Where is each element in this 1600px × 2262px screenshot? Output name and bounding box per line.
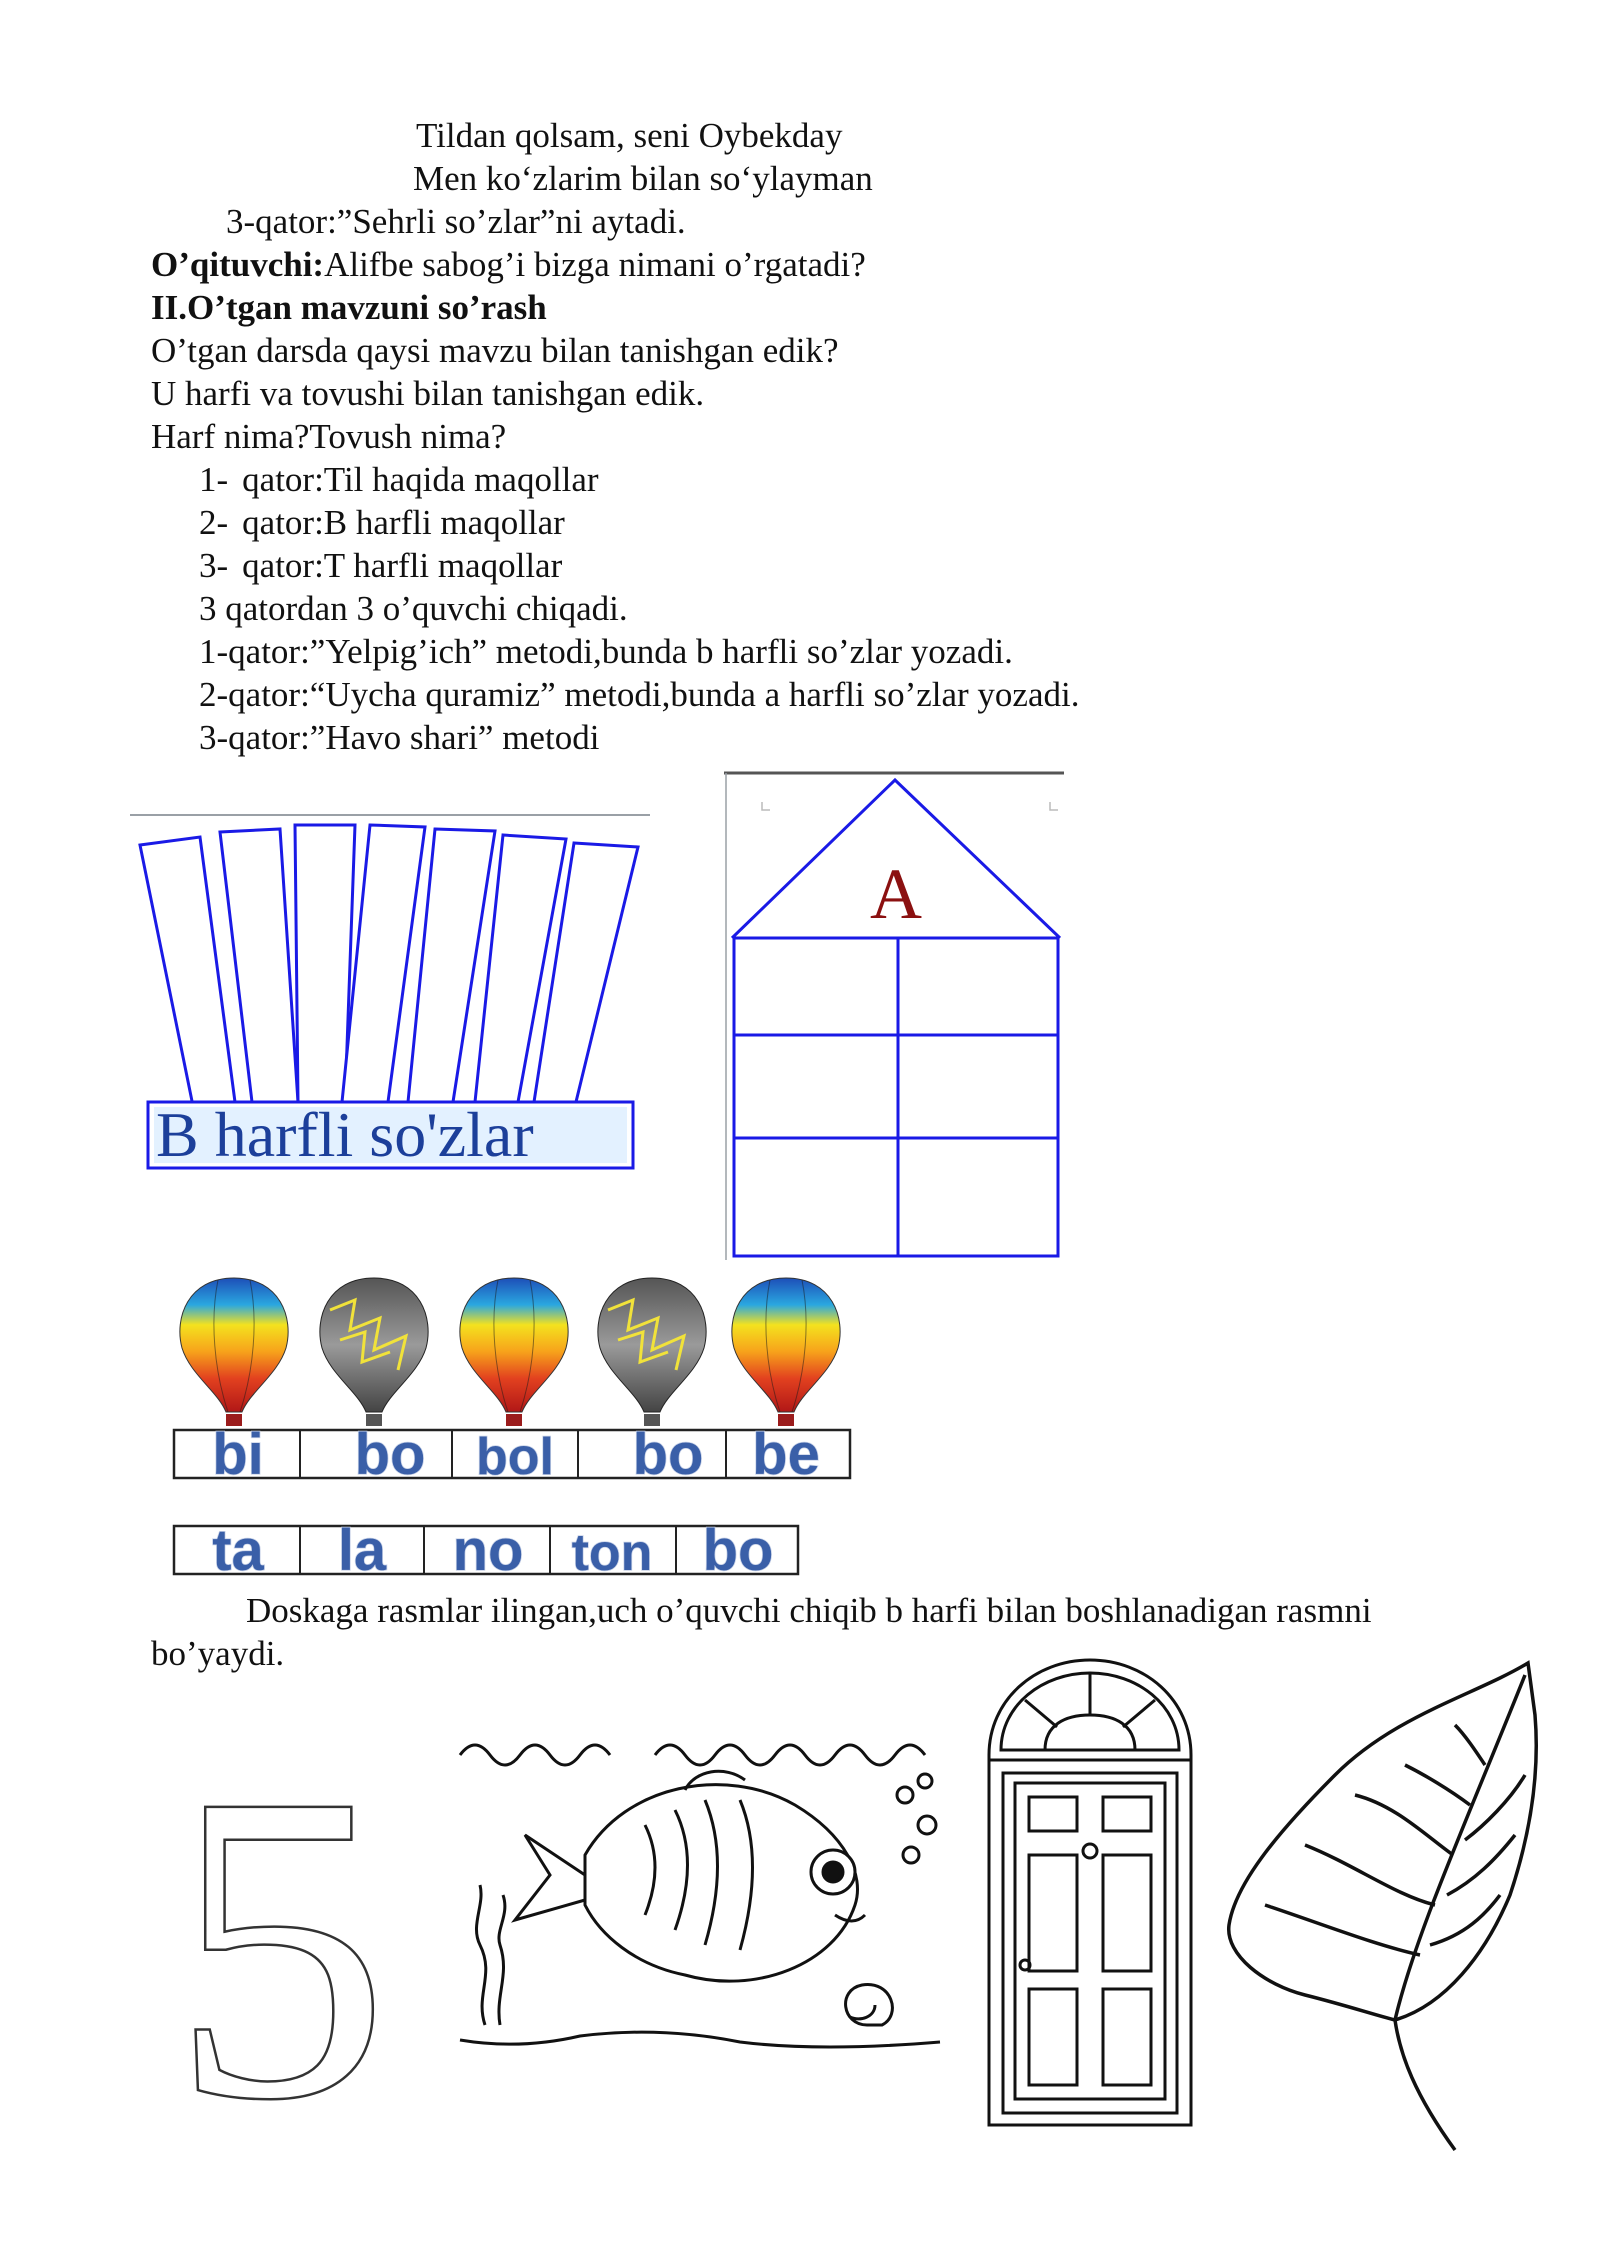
- section-heading: II.O’tgan mavzuni so’rash: [151, 288, 547, 327]
- five-icon: [130, 1704, 430, 2191]
- list-item: [199, 458, 599, 501]
- topic-answer: U harfi va tovushi bilan tanishgan edik.: [151, 374, 705, 413]
- balloon: [320, 1278, 428, 1426]
- fan-diagram: [130, 810, 660, 1180]
- list-text: qator:Til haqida maqollar: [242, 460, 599, 499]
- method-row-1: 1-qator:”Yelpig’ich” metodi,bunda b harfli so’zlar yozadi.: [199, 632, 1013, 671]
- teacher-question-line: [151, 243, 866, 286]
- syllable: ton: [571, 1524, 653, 1582]
- list-number: 1-: [199, 460, 229, 499]
- syllable: bi: [212, 1422, 264, 1487]
- syllable-row-1: [174, 1422, 850, 1487]
- list-text: qator:B harfli maqollar: [242, 503, 565, 542]
- teacher-question: Alifbe sabog’i bizga nimani o’rgatadi?: [324, 245, 866, 284]
- balloon: [460, 1278, 568, 1426]
- list-number: 2-: [199, 503, 229, 542]
- board-paragraph-line-2: bo’yaydi.: [151, 1634, 285, 1673]
- number-five: 5: [170, 1704, 390, 2191]
- row3-magic-words: 3-qator:”Sehrli so’zlar”ni aytadi.: [226, 202, 686, 241]
- teacher-label: O’qituvchi:: [151, 245, 325, 284]
- syllable: la: [337, 1518, 387, 1583]
- fan-label: B harfli so'zlar: [156, 1099, 534, 1170]
- syllable: bo: [632, 1422, 704, 1487]
- poem-line-2: Men ko‘zlarim bilan so‘ylayman: [413, 159, 873, 198]
- house-letter: A: [870, 854, 922, 934]
- list-item: [199, 544, 562, 587]
- leaf-icon: [1225, 1655, 1545, 2175]
- method-row-2: 2-qator:“Uycha quramiz” metodi,bunda a harfli so’zlar yozadi.: [199, 675, 1080, 714]
- balloons-diagram: [170, 1270, 870, 1583]
- syllable: bol: [476, 1428, 554, 1486]
- syllable-row-2: [174, 1518, 798, 1583]
- fan-blade: [140, 837, 235, 1106]
- method-row-3: 3-qator:”Havo shari” metodi: [199, 718, 600, 757]
- board-paragraph-line-1: Doskaga rasmlar ilingan,uch o’quvchi chiqib b harfi bilan boshlanadigan rasmni: [246, 1591, 1372, 1630]
- list-item: [199, 501, 565, 544]
- poem-line-1: Tildan qolsam, seni Oybekday: [416, 116, 843, 155]
- syllable: bo: [354, 1422, 426, 1487]
- syllable: ta: [212, 1518, 264, 1583]
- fish-icon: [455, 1725, 955, 2085]
- syllable: be: [752, 1422, 820, 1487]
- fan-blade: [220, 829, 298, 1102]
- balloon: [732, 1278, 840, 1426]
- three-students: 3 qatordan 3 o’quvchi chiqadi.: [199, 589, 628, 628]
- balloon: [598, 1278, 706, 1426]
- door-icon: [985, 1655, 1195, 2135]
- topic-question: O’tgan darsda qaysi mavzu bilan tanishgan edik?: [151, 331, 839, 370]
- list-number: 3-: [199, 546, 229, 585]
- syllable: no: [452, 1518, 524, 1583]
- house-diagram: [724, 770, 1074, 1270]
- list-text: qator:T harfli maqollar: [242, 546, 563, 585]
- letter-sound-question: Harf nima?Tovush nima?: [151, 417, 507, 456]
- syllable: bo: [702, 1518, 774, 1583]
- house-body: [734, 938, 1058, 1256]
- balloon: [180, 1278, 288, 1426]
